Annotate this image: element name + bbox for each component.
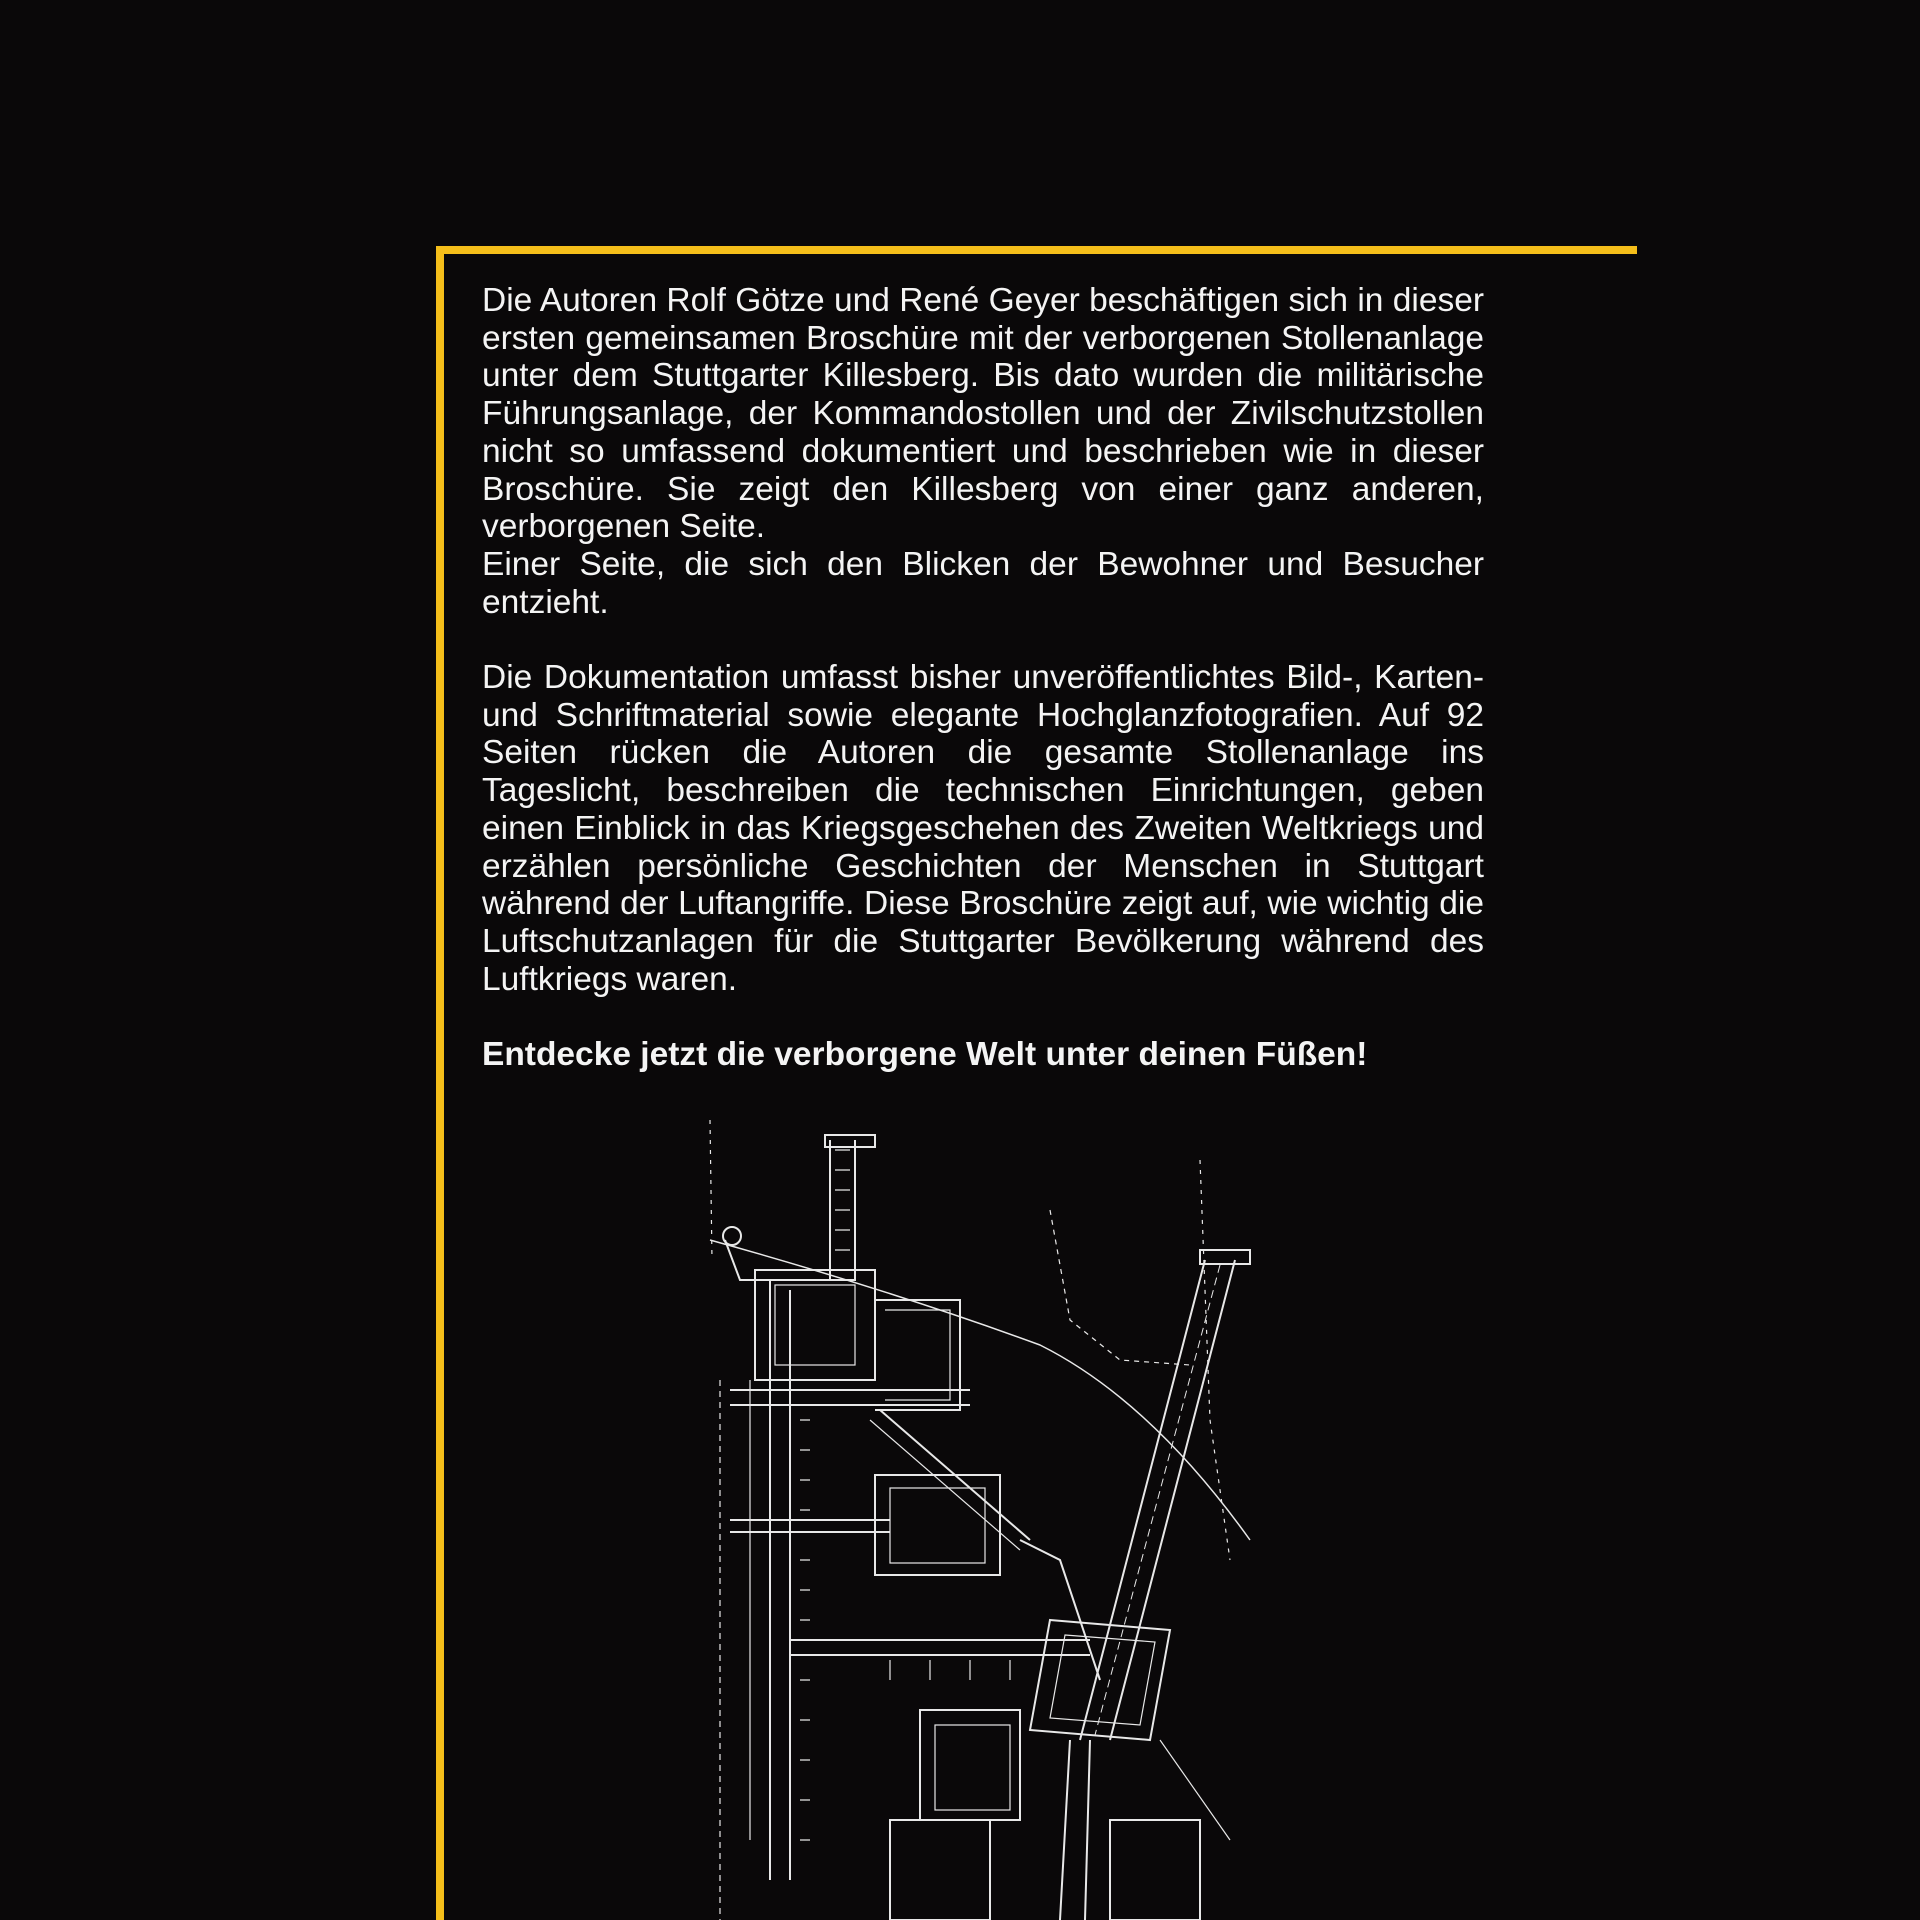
yellow-frame-top-border xyxy=(436,246,1637,254)
description-text-block xyxy=(482,282,1484,1111)
tunnel-plan-drawing xyxy=(690,1120,1310,1920)
paragraph-intro: Die Autoren Rolf Götze und René Geyer beschäftigen sich in dieser ersten gemeinsamen Broschüre mit der verborgenen Stollenanlage unter dem Stuttgarter Killesberg. Bis dato wurden die militärische Führungsanlage, der Kommandostollen und der Zivilschutzstollen nicht so umfassend dokumentiert und beschrieben wie in dieser Broschüre. Sie zeigt den Killesberg von einer ganz anderen, verborgenen Seite. xyxy=(482,282,1484,546)
tagline-call-to-action: Entdecke jetzt die verborgene Welt unter deinen Füßen! xyxy=(482,1036,1368,1074)
paragraph-intro-continued: Einer Seite, die sich den Blicken der Bewohner und Besucher entzieht. xyxy=(482,545,1484,621)
paragraph-documentation: Die Dokumentation umfasst bisher unveröffentlichtes Bild-, Karten- und Schriftmaterial sowie elegante Hochglanzfotografien. Auf 92 Seiten rücken die Autoren die gesamte Stollenanlage ins Tageslicht, beschreiben die technischen Einrichtungen, geben einen Einblick in das Kriegsgeschehen des Zweiten Weltkriegs und erzählen persönliche Geschichten der Menschen in Stuttgart während der Luftangriffe. Diese Broschüre zeigt auf, wie wichtig die Luftschutzanlagen für die Stuttgarter Bevölkerung während des Luftkriegs waren. xyxy=(482,659,1484,998)
yellow-frame-left-border xyxy=(436,246,444,1920)
